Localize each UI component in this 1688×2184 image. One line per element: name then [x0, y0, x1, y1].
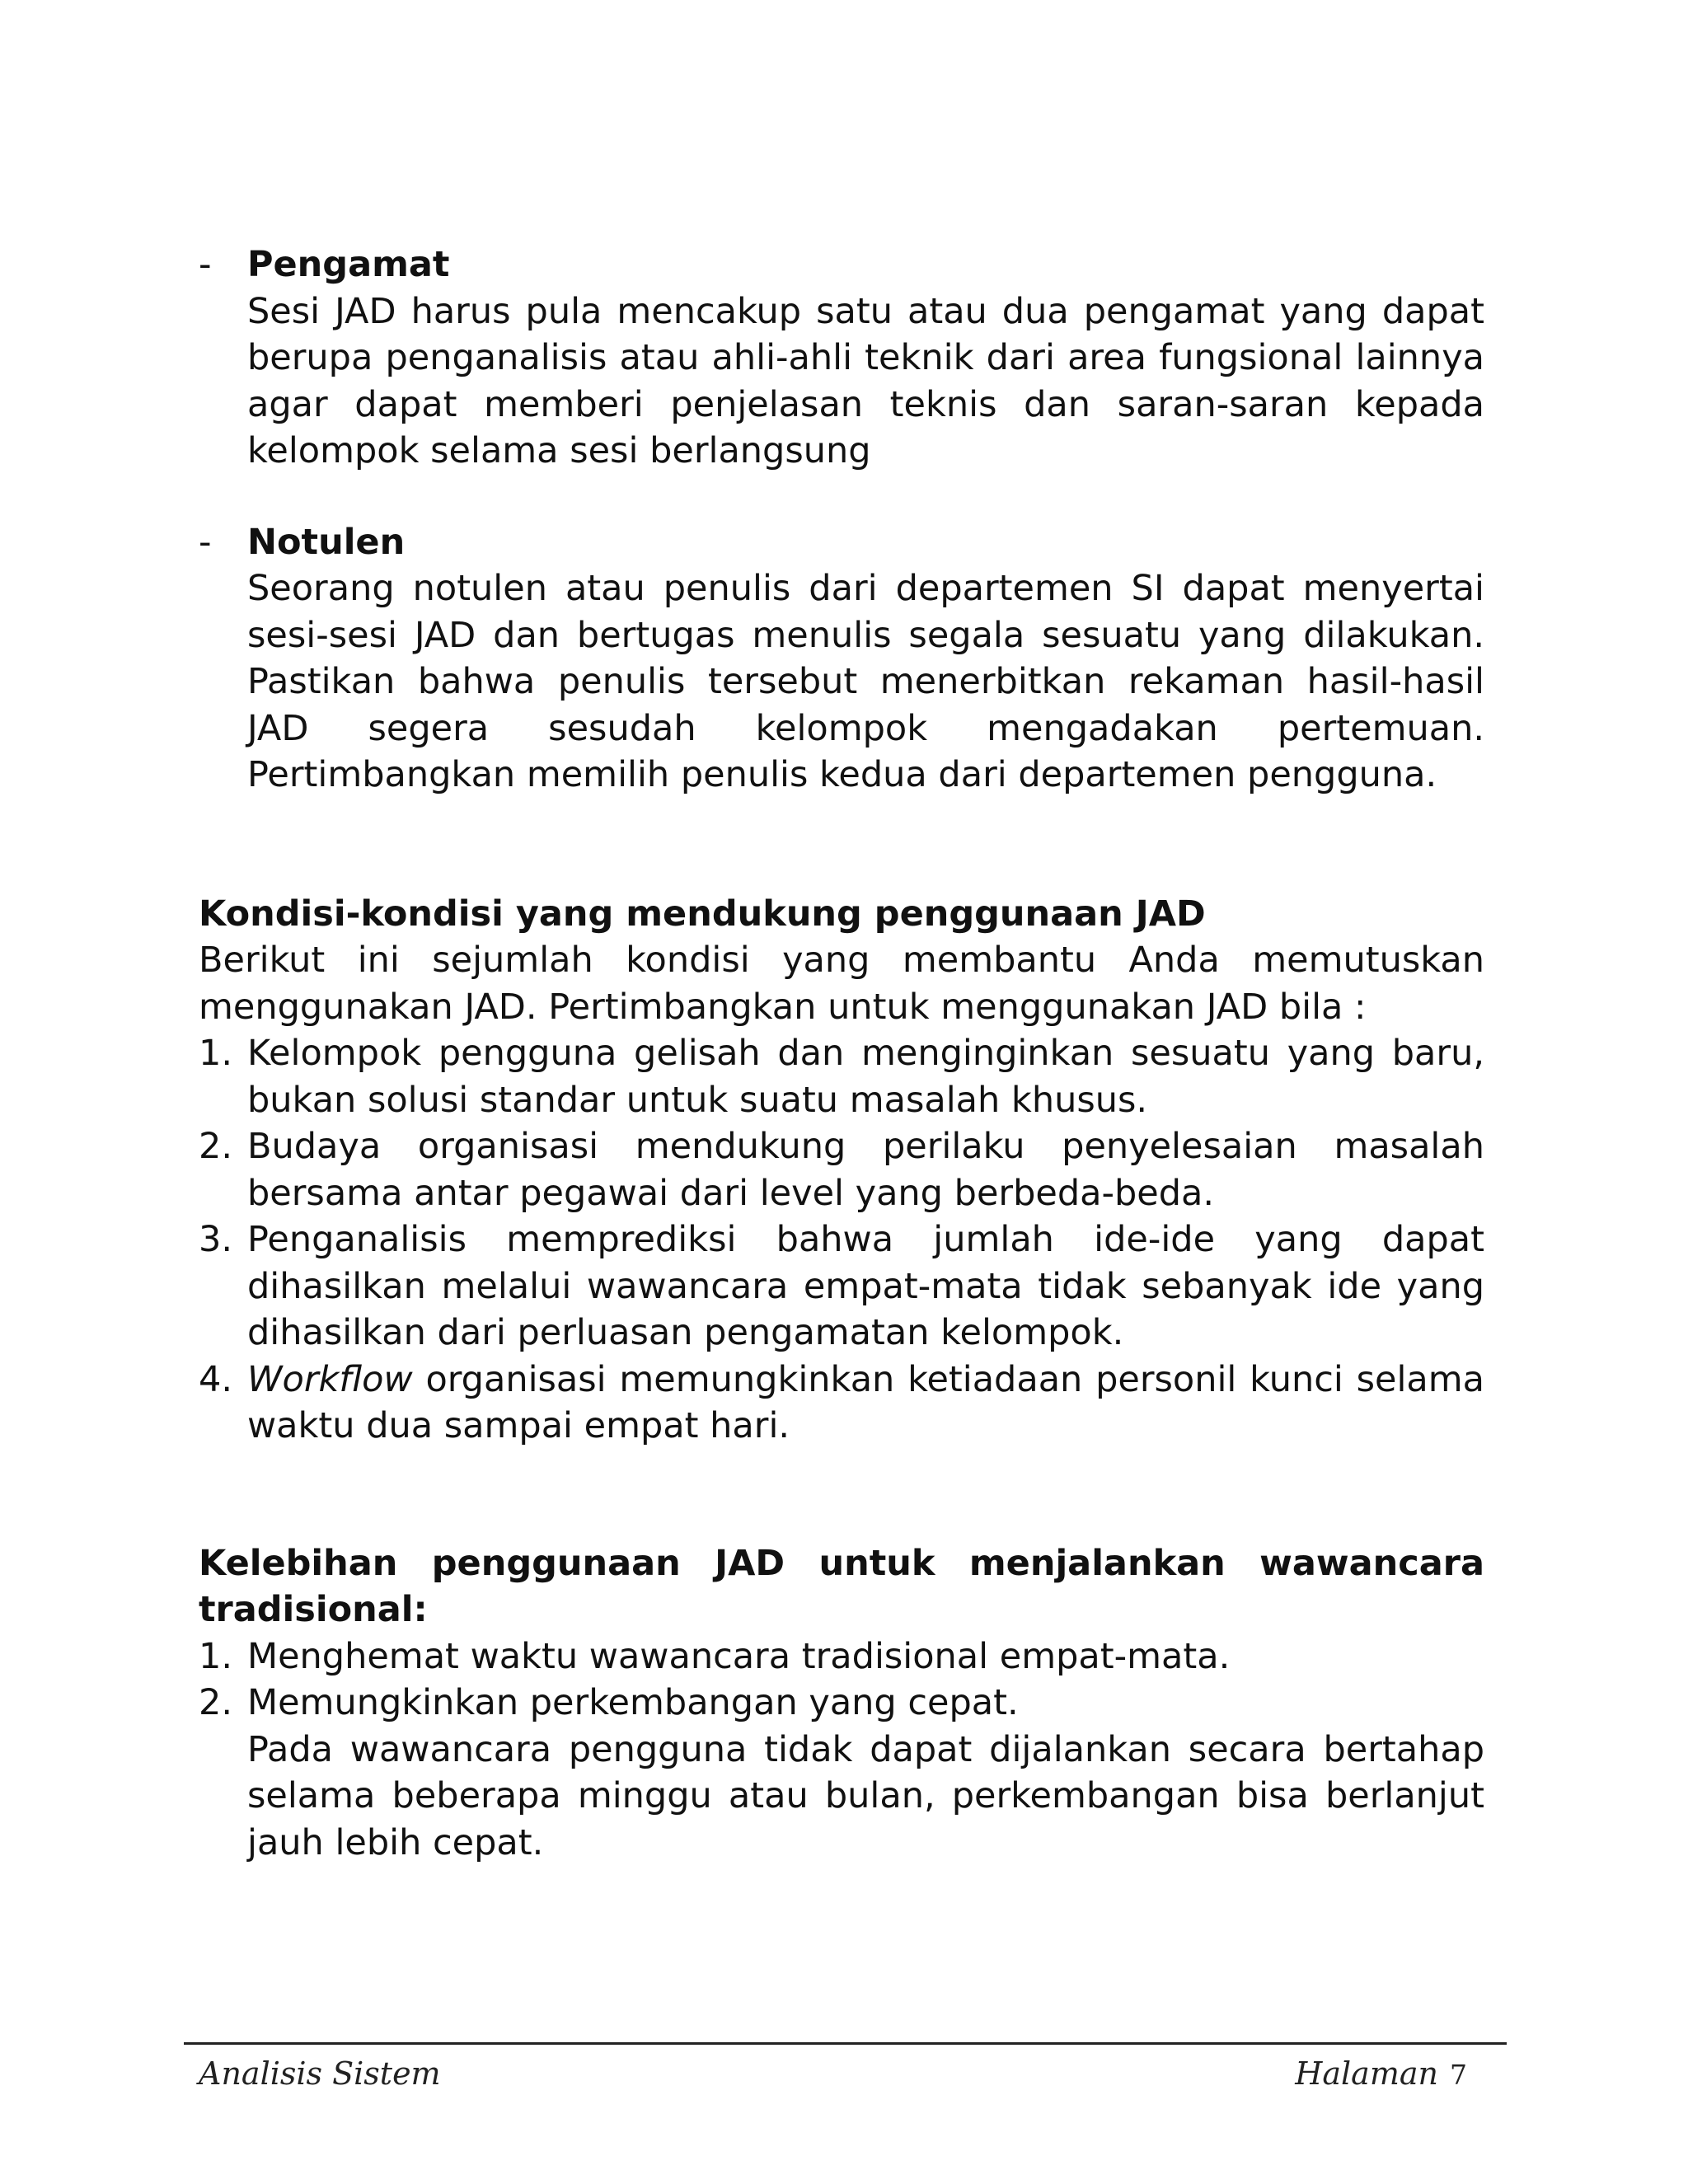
list-number: 2. — [199, 1682, 233, 1723]
list-item-text: Memungkinkan perkembangan yang cepat. — [247, 1682, 1019, 1723]
role-description: Seorang notulen atau penulis dari departemen SI dapat menyertai sesi-sesi JAD dan bertugas menulis segala sesuatu yang dilakukan. Pastikan bahwa penulis tersebut menerbitkan rekaman hasil-hasil JAD segera sesudah kelompok mengadakan pertemuan. Pertimbangkan memilih penulis kedua dari departemen pengguna. — [247, 568, 1484, 795]
page-content — [199, 241, 1484, 1866]
list-item-text: Budaya organisasi mendukung perilaku penyelesaian masalah bersama antar pegawai dari level yang berbeda-beda. — [247, 1126, 1484, 1214]
list-item-text: Penganalisis memprediksi bahwa jumlah ide-ide yang dapat dihasilkan melalui wawancara empat-mata tidak sebanyak ide yang dihasilkan dari perluasan pengamatan kelompok. — [247, 1219, 1484, 1353]
list-number: 1. — [199, 1635, 233, 1677]
section-intro: Berikut ini sejumlah kondisi yang membantu Anda memutuskan menggunakan JAD. Pertimbangkan untuk menggunakan JAD bila : — [199, 940, 1484, 1028]
list-item — [199, 1123, 1484, 1216]
role-item-notulen — [199, 519, 1484, 799]
list-number: 1. — [199, 1033, 233, 1074]
role-title: Notulen — [247, 521, 406, 563]
footer-divider — [184, 2042, 1507, 2045]
role-item-pengamat — [199, 241, 1484, 475]
list-item — [199, 1633, 1484, 1680]
footer-halaman-label: Halaman — [1295, 2055, 1438, 2092]
list-item-text: Menghemat waktu wawancara tradisional empat-mata. — [247, 1635, 1231, 1677]
list-item-text: Kelompok pengguna gelisah dan menginginkan sesuatu yang baru, bukan solusi standar untuk suatu masalah khusus. — [247, 1033, 1484, 1121]
list-item-text-rest: organisasi memungkinkan ketiadaan personil kunci selama waktu dua sampai empat hari. — [247, 1358, 1484, 1446]
bullet-dash: - — [199, 521, 212, 563]
list-number: 4. — [199, 1358, 233, 1400]
italic-term: Workflow — [247, 1358, 413, 1400]
list-item — [199, 1030, 1484, 1123]
list-item — [199, 1680, 1484, 1866]
section-heading-conditions: Kondisi-kondisi yang mendukung penggunaan JAD — [199, 893, 1206, 935]
list-item — [199, 1357, 1484, 1450]
page-number: 7 — [1450, 2059, 1467, 2091]
list-item-detail: Pada wawancara pengguna tidak dapat dijalankan secara bertahap selama beberapa minggu atau bulan, perkembangan bisa berlanjut jauh lebih cepat. — [247, 1728, 1484, 1863]
list-number: 3. — [199, 1219, 233, 1260]
role-description: Sesi JAD harus pula mencakup satu atau dua pengamat yang dapat berupa penganalisis atau ahli-ahli teknik dari area fungsional lainnya agar dapat memberi penjelasan teknis dan saran-saran kepada kelompok selama sesi berlangsung — [247, 290, 1484, 471]
list-item-text — [247, 1357, 1484, 1450]
role-title: Pengamat — [247, 244, 450, 285]
list-item — [199, 1216, 1484, 1357]
bullet-dash: - — [199, 244, 212, 285]
list-number: 2. — [199, 1126, 233, 1167]
section-heading-advantages: Kelebihan penggunaan JAD untuk menjalankan wawancara — [199, 1542, 1484, 1584]
footer-page-label — [1295, 2054, 1467, 2095]
footer-document-title: Analisis Sistem — [199, 2055, 441, 2092]
section-heading-advantages-cont: tradisional: — [199, 1589, 428, 1630]
